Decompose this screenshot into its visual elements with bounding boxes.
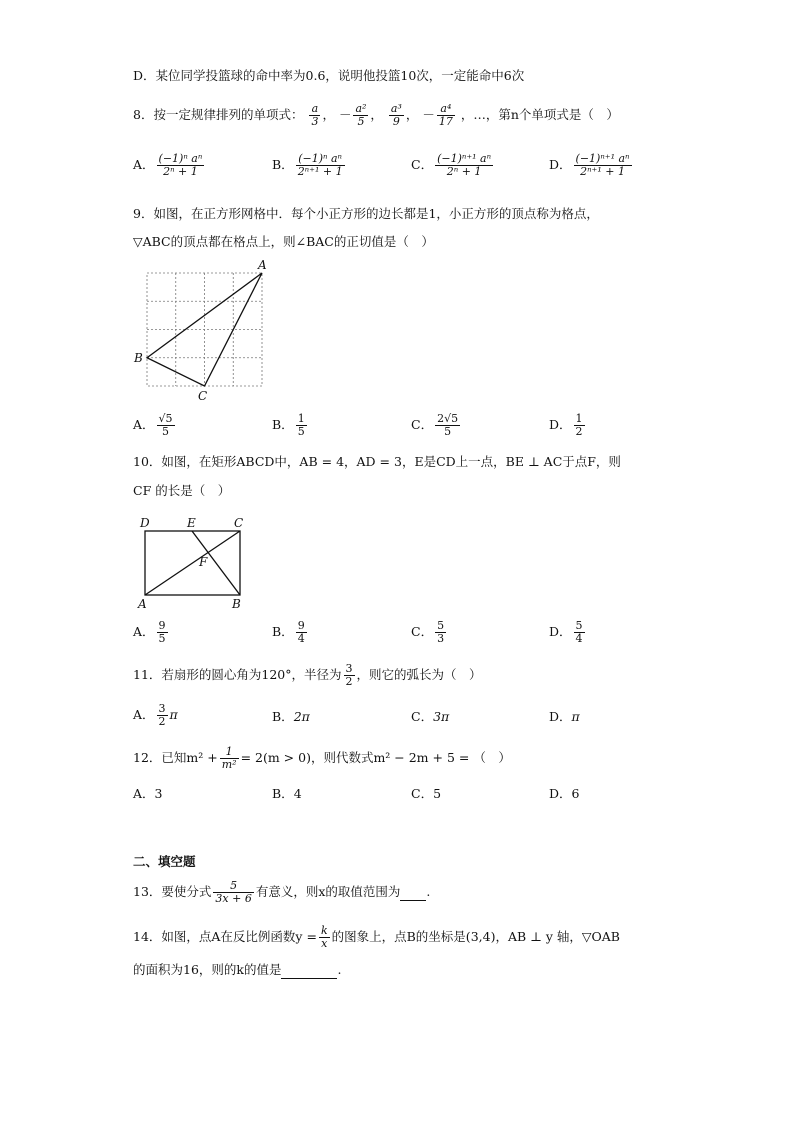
q10-label-e: E bbox=[187, 516, 196, 530]
q13-answer-blank[interactable] bbox=[400, 884, 426, 901]
q9-option-c[interactable]: C． $\frac{2√5}{5}$ bbox=[411, 412, 459, 438]
q10-option-c[interactable]: C． $\frac{5}{3}$ bbox=[411, 619, 445, 645]
q9-option-d[interactable]: D． $\frac{1}{2}$ bbox=[549, 412, 583, 438]
q14-answer-blank[interactable] bbox=[281, 962, 337, 979]
q9-label-b: B bbox=[134, 351, 143, 365]
q8-prefix: 8．按一定规律排列的单项式： bbox=[133, 107, 304, 122]
q12-stem: 12．已知m² + $\frac{1}{\text{m²}}$ = 2(m > 0)，则代数式m² − 2m + 5 = （ ） bbox=[133, 745, 511, 771]
q9-grid bbox=[147, 273, 262, 386]
q10-stem-line1: 10．如图，在矩形ABCD中，AB = 4，AD = 3，E是CD上一点，BE ⊥ AC于点F，则 bbox=[133, 454, 621, 469]
q9-label-c: C bbox=[198, 389, 208, 403]
q8-option-a[interactable]: A． $\frac{\text{(−1)ⁿ aⁿ}}{\text{2ⁿ + 1}}$ bbox=[133, 152, 203, 178]
q8-term-3: $\frac{\text{a³}}{9}$ bbox=[390, 102, 402, 128]
q9-stem-line2: ▽ABC的顶点都在格点上，则∠BAC的正切值是（ ） bbox=[133, 234, 434, 249]
q10-label-d: D bbox=[140, 516, 150, 530]
q11-option-c[interactable]: C．3π bbox=[411, 709, 450, 724]
q9-option-b[interactable]: B． $\frac{1}{5}$ bbox=[272, 412, 305, 438]
q8-option-c[interactable]: C． $\frac{\text{(−1)ⁿ⁺¹ aⁿ}}{\text{2ⁿ + 1}}$ bbox=[411, 152, 492, 178]
q14-stem-line2: 的面积为16，则的k的值是 . bbox=[133, 962, 342, 977]
q14-stem-line1: 14．如图，点A在反比例函数y = $\frac{k}{x}$ 的图象上，点B的坐标是(3,4)，AB ⊥ y 轴，▽OAB bbox=[133, 924, 620, 950]
q10-option-a[interactable]: A． $\frac{9}{5}$ bbox=[133, 619, 166, 645]
q9-label-a: A bbox=[258, 258, 267, 272]
q10-label-a: A bbox=[138, 597, 147, 611]
q12-option-b[interactable]: B．4 bbox=[272, 786, 302, 801]
q7-option-d: D．某位同学投篮球的命中率为0.6，说明他投篮10次，一定能命中6次 bbox=[133, 68, 525, 83]
section-title-fill-in: 二、填空题 bbox=[133, 854, 196, 869]
q10-diagonal-ac bbox=[145, 531, 240, 595]
q12-option-d[interactable]: D．6 bbox=[549, 786, 580, 801]
q8-term-2: － $\frac{\text{a²}}{5}$ bbox=[338, 102, 367, 128]
q13-stem: 13．要使分式 $\frac{5}{3x + 6}$ 有意义，则x的取值范围为 . bbox=[133, 879, 431, 905]
q8-term-1: $\frac{a}{3}$ bbox=[311, 102, 319, 128]
q10-rectangle-figure bbox=[130, 508, 260, 612]
q10-label-c: C bbox=[234, 516, 244, 530]
q10-option-d[interactable]: D． $\frac{5}{4}$ bbox=[549, 619, 583, 645]
q10-label-f: F bbox=[199, 555, 208, 569]
q9-option-a[interactable]: A． $\frac{√5}{5}$ bbox=[133, 412, 173, 438]
q10-stem-line2: CF 的长是（ ） bbox=[133, 483, 231, 498]
q8-option-d[interactable]: D． $\frac{\text{(−1)ⁿ⁺¹ aⁿ}}{\text{2ⁿ⁺¹ + 1}}$ bbox=[549, 152, 630, 178]
q9-grid-figure bbox=[130, 258, 280, 403]
q12-option-a[interactable]: A．3 bbox=[133, 786, 163, 801]
q11-option-d[interactable]: D．π bbox=[549, 709, 580, 724]
q11-option-b[interactable]: B．2π bbox=[272, 709, 310, 724]
q11-option-a[interactable]: A． $\frac{3}{2}$ π bbox=[133, 702, 178, 728]
q10-label-b: B bbox=[232, 597, 241, 611]
q8-stem: 8．按一定规律排列的单项式： $\frac{a}{3}$ ， － $\frac{\text{a²}}{5}$ ， $\frac{\text{a³}}{9}$ ， － $\frac{\text{a⁴}}{17}$ ，…，第n个单项式是（ ） bbox=[133, 102, 619, 128]
q12-option-c[interactable]: C．5 bbox=[411, 786, 442, 801]
q9-stem-line1: 9．如图，在正方形网格中．每个小正方形的边长都是1，小正方形的顶点称为格点， bbox=[133, 206, 599, 221]
q8-suffix: ，…，第n个单项式是（ ） bbox=[460, 107, 619, 122]
q8-term-4: － $\frac{\text{a⁴}}{17}$ bbox=[422, 102, 453, 128]
q10-option-b[interactable]: B． $\frac{9}{4}$ bbox=[272, 619, 305, 645]
q11-stem: 11．若扇形的圆心角为120°，半径为 $\frac{3}{2}$ ，则它的弧长为（ ） bbox=[133, 662, 482, 688]
q8-option-b[interactable]: B． $\frac{\text{(−1)ⁿ aⁿ}}{\text{2ⁿ⁺¹ + 1}}$ bbox=[272, 152, 343, 178]
